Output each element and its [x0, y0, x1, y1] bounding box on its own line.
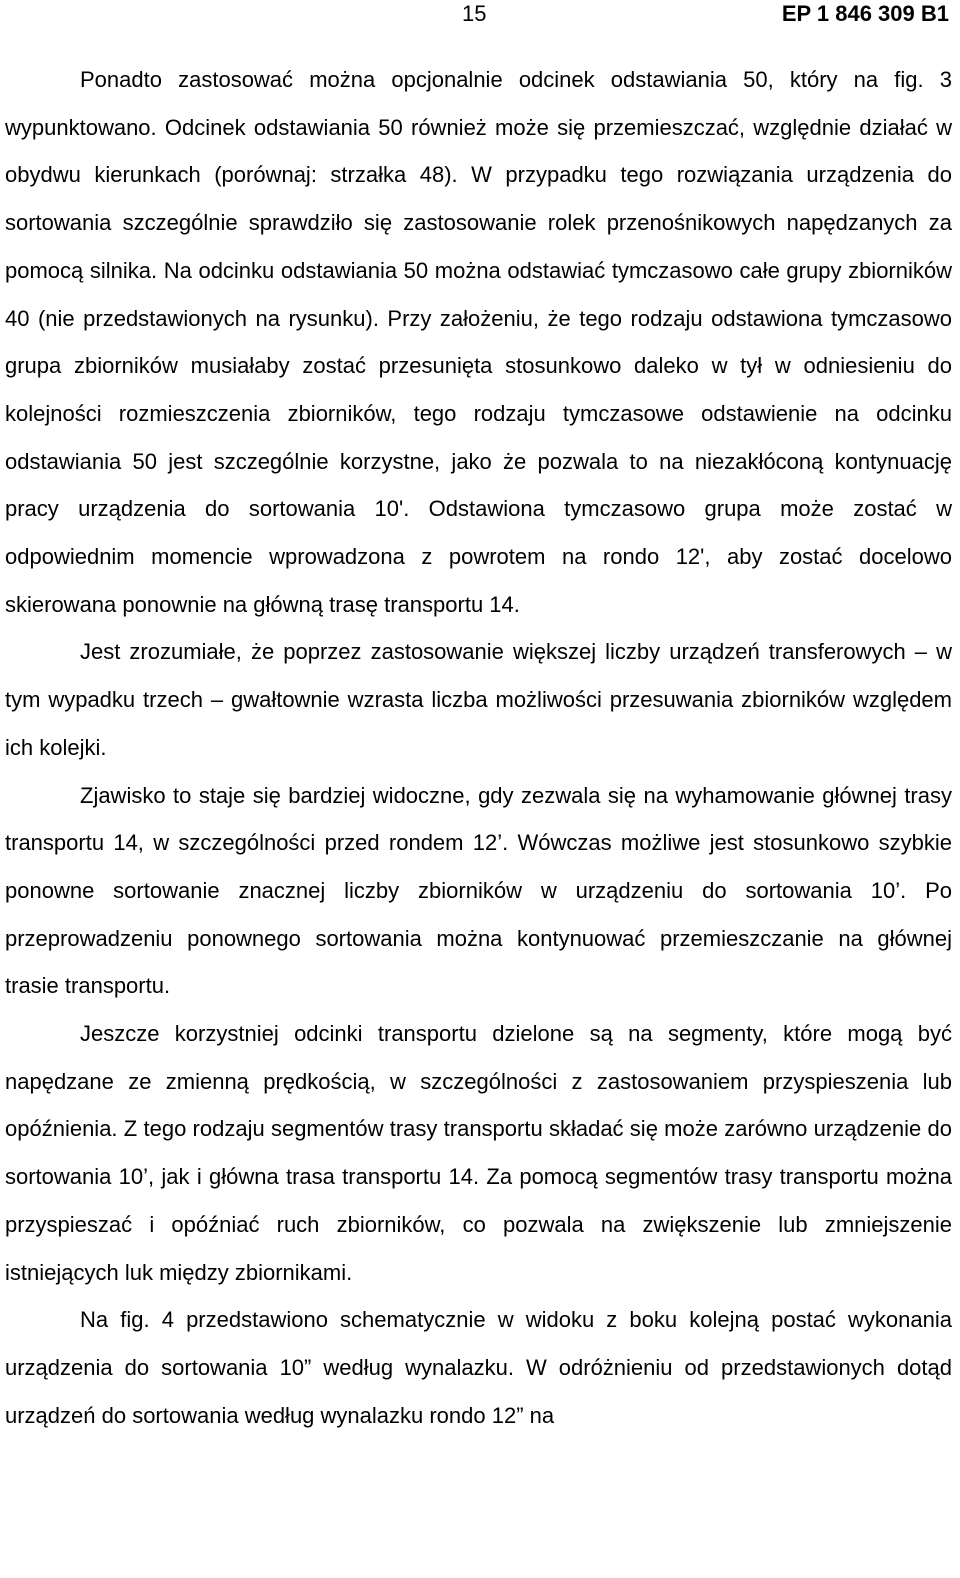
patent-number: EP 1 846 309 B1	[781, 1, 949, 26]
paragraph: Zjawisko to staje się bardziej widoczne, gdy zezwala się na wyhamowanie głównej trasy transportu 14, w szczególności przed rondem 12’. Wówczas możliwe jest stosunkowo szybkie ponowne sortowanie znacznej liczby zbiorników w urządzeniu do sortowania 10’. Po przeprowadzeniu ponownego sortowania można kontynuować przemieszczanie na głównej trasie transportu.	[5, 782, 952, 999]
paragraph: Jeszcze korzystniej odcinki transportu dzielone są na segmenty, które mogą być napędzane ze zmienną prędkością, w szczególności z zastosowaniem przyspieszenia lub opóźnienia. Z tego rodzaju segmentów trasy transportu składać się może zarówno urządzenie do sortowania 10’, jak i główna trasa transportu 14. Za pomocą segmentów trasy transportu można przyspieszać i opóźniać ruch zbiorników, co pozwala na zwiększenie lub zmniejszenie istniejących luk między zbiornikami.	[5, 1021, 952, 1285]
page-number: 15	[462, 1, 487, 26]
paragraph: Na fig. 4 przedstawiono schematycznie w widoku z boku kolejną postać wykonania urządzenia do sortowania 10” według wynalazku. W odróżnieniu od przedstawionych dotąd urządzeń do sortowania według wynalazku rondo 12” na	[5, 1307, 952, 1428]
paragraph: Jest zrozumiałe, że poprzez zastosowanie większej liczby urządzeń transferowych – w tym wypadku trzech – gwałtownie wzrasta liczba możliwości przesuwania zbiorników względem ich kolejki.	[5, 639, 952, 760]
page-header	[0, 0, 960, 30]
paragraph: Ponadto zastosować można opcjonalnie odcinek odstawiania 50, który na fig. 3 wypunktowano. Odcinek odstawiania 50 również może się przemieszczać, względnie działać w obydwu kierunkach (porównaj: strzałka 48). W przypadku tego rozwiązania urządzenia do sortowania szczególnie sprawdziło się zastosowanie rolek przenośnikowych napędzanych za pomocą silnika. Na odcinku odstawiania 50 można odstawiać tymczasowo całe grupy zbiorników 40 (nie przedstawionych na rysunku). Przy założeniu, że tego rodzaju odstawiona tymczasowo grupa zbiorników musiałaby zostać przesunięta stosunkowo daleko w tył w odniesieniu do kolejności rozmieszczenia zbiorników, tego rodzaju tymczasowe odstawienie na odcinku odstawiania 50 jest szczególnie korzystne, jako że pozwala to na niezakłóconą kontynuację pracy urządzenia do sortowania 10'. Odstawiona tymczasowo grupa może zostać w odpowiednim momencie wprowadzona z powrotem na rondo 12', aby zostać docelowo skierowana ponownie na główną trasę transportu 14.	[5, 67, 952, 617]
document-body	[5, 56, 952, 1439]
